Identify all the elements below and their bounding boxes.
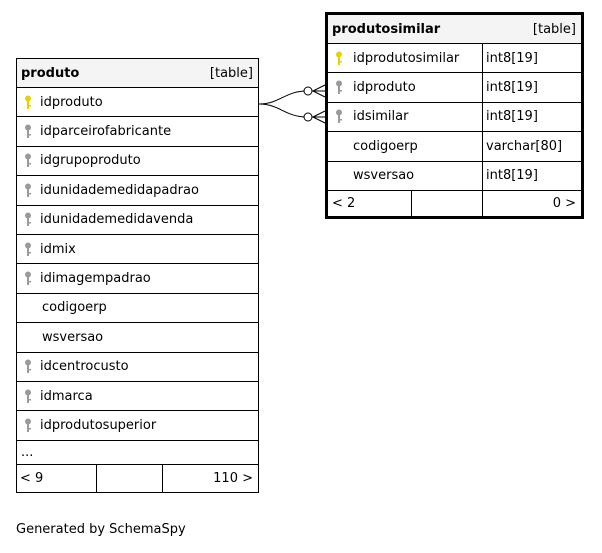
column-list [17, 88, 258, 441]
table-produtosimilar[interactable] [325, 12, 584, 219]
foreign-key-icon [17, 176, 37, 204]
table-kind-label: [table] [532, 21, 576, 37]
foreign-key-icon [328, 103, 348, 131]
foreign-key-icon [17, 235, 37, 263]
more-columns-indicator: ... [17, 441, 258, 465]
parents-count[interactable]: < 2 [328, 191, 412, 216]
column-row-idmix[interactable] [17, 235, 258, 264]
column-name-cell [328, 44, 483, 72]
column-row-idunidademedidapadrao[interactable] [17, 176, 258, 205]
column-row-idsimilar[interactable] [328, 103, 581, 132]
table-title[interactable]: produtosimilar [332, 21, 441, 37]
children-count[interactable]: 0 > [552, 195, 576, 211]
column-type: int8[19] [486, 168, 538, 184]
foreign-key-icon [328, 73, 348, 101]
column-name: codigoerp [353, 138, 418, 154]
table-header [328, 15, 581, 44]
column-type: varchar[80] [486, 138, 563, 154]
column-row-wsversao[interactable] [17, 323, 258, 352]
column-row-idunidademedidavenda[interactable] [17, 206, 258, 235]
table-produto[interactable] [16, 58, 259, 493]
column-name: wsversao [353, 168, 415, 184]
column-type: int8[19] [486, 80, 538, 96]
column-row-idproduto[interactable] [328, 73, 581, 102]
column-name: idproduto [353, 80, 416, 96]
column-name-cell [328, 162, 483, 190]
optional-marker-idproduto [304, 87, 312, 95]
column-row-idprodutosimilar[interactable] [328, 44, 581, 73]
foreign-key-icon [17, 353, 37, 381]
foreign-key-icon [17, 117, 37, 145]
foreign-key-icon [17, 411, 37, 439]
optional-marker-idsimilar [304, 113, 312, 121]
foreign-key-icon [17, 206, 37, 234]
column-type: int8[19] [486, 109, 538, 125]
relationship-line-idproduto [259, 91, 325, 104]
crows-foot-idsimilar [313, 111, 325, 123]
column-row-wsversao[interactable] [328, 162, 581, 191]
column-row-idmarca[interactable] [17, 382, 258, 411]
foreign-key-icon [17, 264, 37, 292]
primary-key-icon [17, 88, 37, 116]
table-title[interactable]: produto [21, 65, 80, 81]
column-name: idparceirofabricante [40, 124, 172, 140]
column-row-idimagempadrao[interactable] [17, 264, 258, 293]
column-row-idparceirofabricante[interactable] [17, 117, 258, 146]
primary-key-icon [328, 44, 348, 72]
crows-foot-idproduto [313, 85, 325, 97]
column-name: idcentrocusto [40, 359, 129, 375]
column-row-idcentrocusto[interactable] [17, 353, 258, 382]
column-name: idsimilar [353, 109, 409, 125]
table-footer [17, 465, 258, 492]
column-name: idproduto [40, 94, 103, 110]
column-type: int8[19] [486, 50, 538, 66]
column-name: idimagempadrao [40, 271, 151, 287]
table-kind-label: [table] [209, 65, 253, 81]
table-header [17, 59, 258, 88]
generated-by-label: Generated by SchemaSpy [16, 522, 186, 537]
parents-count[interactable]: < 9 [17, 465, 97, 492]
column-name: idprodutosuperior [40, 417, 157, 433]
children-count[interactable]: 110 > [213, 470, 253, 486]
column-name: codigoerp [42, 300, 107, 316]
column-name: idmix [40, 241, 76, 257]
footer-middle [97, 465, 163, 492]
table-footer [328, 191, 581, 216]
column-name: wsversao [42, 329, 104, 345]
column-row-idprodutosuperior[interactable] [17, 411, 258, 440]
column-row-codigoerp[interactable] [328, 132, 581, 161]
column-name: idunidademedidapadrao [40, 182, 199, 198]
column-name-cell [328, 132, 483, 160]
footer-middle [412, 191, 483, 216]
column-row-idproduto[interactable] [17, 88, 258, 117]
column-name-cell [328, 73, 483, 101]
column-name: idmarca [40, 388, 93, 404]
column-name-cell [328, 103, 483, 131]
column-name: idprodutosimilar [353, 50, 460, 66]
column-name: idgrupoproduto [40, 153, 141, 169]
column-list [328, 44, 581, 191]
column-name: idunidademedidavenda [40, 212, 194, 228]
relationship-line-idsimilar [259, 104, 325, 117]
column-row-idgrupoproduto[interactable] [17, 147, 258, 176]
foreign-key-icon [17, 382, 37, 410]
foreign-key-icon [17, 147, 37, 175]
column-row-codigoerp[interactable] [17, 294, 258, 323]
